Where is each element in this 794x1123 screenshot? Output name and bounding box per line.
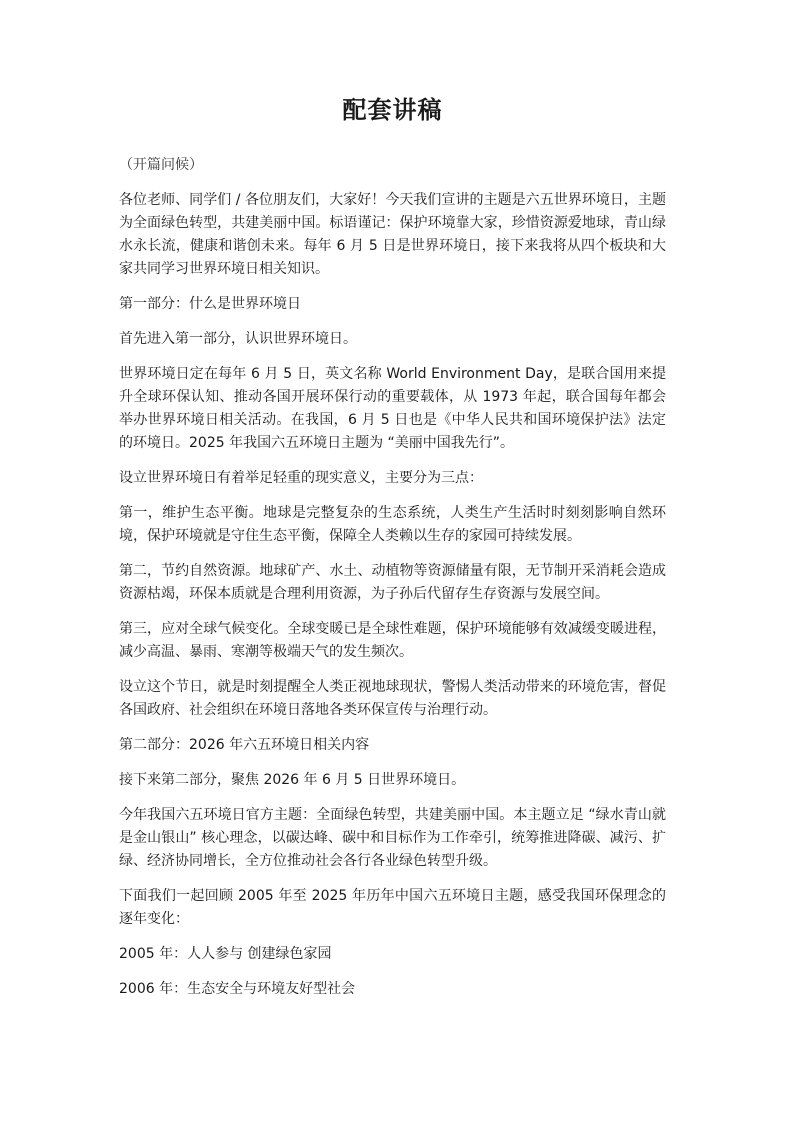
paragraph: 今年我国六五环境日官方主题：全面绿色转型，共建美丽中国。本主题立足 “绿水青山就是金山银山” 核心理念，以碳达峰、碳中和目标作为工作牵引，统筹推进降碳、减污、扩绿、经济协同增长，全方位推动社会各行各业绿色转型升级。 <box>119 807 666 869</box>
paragraph-intro: 各位老师、同学们 / 各位朋友们，大家好！今天我们宣讲的主题是六五世界环境日，主题为全面绿色转型，共建美丽中国。标语谨记：保护环境靠大家，珍惜资源爱地球，青山绿水永长流，健康和谐创未来。每年 6 月 5 日是世界环境日，接下来我将从四个板块和大家共同学习世界环境日相关知识。 <box>119 192 666 277</box>
paragraph: 世界环境日定在每年 6 月 5 日，英文名称 World Environment Day，是联合国用来提升全球环保认知、推动各国开展环保行动的重要载体，从 1973 年起，联合国每年都会举办世界环境日相关活动。在我国，6 月 5 日也是《中华人民共和国环境保护法》法定的环境日。2025 年我国六五环境日主题为 “美丽中国我先行”。 <box>119 366 666 451</box>
theme-year-item: 2006 年：生态安全与环境友好型社会 <box>119 981 356 997</box>
paragraph: 设立这个节日，就是时刻提醒全人类正视地球现状，警惕人类活动带来的环境危害，督促各国政府、社会组织在环境日落地各类环保宣传与治理行动。 <box>119 679 666 718</box>
paragraph-point-one: 第一，维护生态平衡。地球是完整复杂的生态系统，人类生产生活时时刻刻影响自然环境，保护环境就是守住生态平衡，保障全人类赖以生存的家园可持续发展。 <box>119 505 666 544</box>
section-heading-part-two: 第二部分：2026 年六五环境日相关内容 <box>119 737 370 753</box>
paragraph-point-two: 第二，节约自然资源。地球矿产、水土、动植物等资源储量有限，无节制开采消耗会造成资源枯竭，环保本质就是合理利用资源，为子孙后代留存生存资源与发展空间。 <box>119 563 666 602</box>
theme-year-item: 2005 年：人人参与 创建绿色家园 <box>119 946 332 962</box>
paragraph: 首先进入第一部分，认识世界环境日。 <box>119 331 357 347</box>
paragraph: 下面我们一起回顾 2005 年至 2025 年历年中国六五环境日主题，感受我国环保理念的逐年变化： <box>119 888 666 927</box>
paragraph: 接下来第二部分，聚焦 2026 年 6 月 5 日世界环境日。 <box>119 772 466 788</box>
document-title: 配套讲稿 <box>342 96 443 124</box>
paragraph: 设立世界环境日有着举足轻重的现实意义，主要分为三点： <box>119 470 483 486</box>
opening-note: （开篇问候） <box>119 157 203 173</box>
paragraph-point-three: 第三，应对全球气候变化。全球变暖已是全球性难题，保护环境能够有效减缓变暖进程，减少高温、暴雨、寒潮等极端天气的发生频次。 <box>119 621 666 660</box>
section-heading-part-one: 第一部分：什么是世界环境日 <box>119 296 301 312</box>
